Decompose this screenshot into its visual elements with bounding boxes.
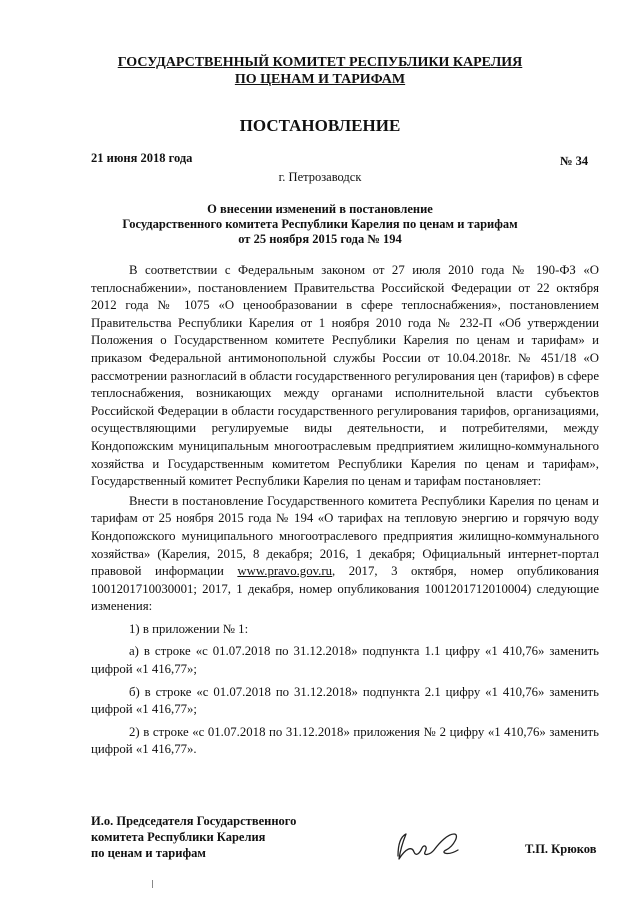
document-number: № 34 bbox=[560, 154, 589, 168]
decree-text-end: , 2017, 3 октября, номер опубликования 1001201710030001; 2017, 1 декабря, номер опубликования 1001201712010004) следующие изменения: bbox=[91, 564, 599, 614]
preamble-paragraph: В соответствии с Федеральным законом от 27 июля 2010 года № 190-ФЗ «О теплоснабжении», постановлением Правительства Российской Федерации от 22 октября 2012 года № 1075 «О ценообразовании в сфере теплоснабжения», постановлением Правительства Республики Карелия от 1 ноября 2010 года № 232-П «Об утверждении Положения о Государственном комитете Республики Карелия по ценам и тарифам» и приказом Федеральной антимонопольной службы России от 10.04.2018г. № 451/18 «О рассмотрении разногласий в области государственного регулирования цен (тарифов) в сфере теплоснабжения, возникающих между органами исполнительной власти субъектов Российской Федерации в области государственного регулирования тарифов, организациями, осуществляющими регулируемые виды деятельности, и потребителями, между Кондопожским муниципальным многоотраслевым предприятием жилищно-коммунального хозяйства и Государственным комитетом Республики Карелия по ценам и тарифам», Государственный комитет Республики Карелия по ценам и тарифам постановляет: bbox=[91, 263, 599, 489]
item-1a: а) в строке «с 01.07.2018 по 31.12.2018» подпункта 1.1 цифру «1 410,76» заменить цифрой «1 416,77»; bbox=[91, 644, 599, 677]
document-title: ПОСТАНОВЛЕНИЕ bbox=[239, 116, 401, 135]
org-name-line1: ГОСУДАРСТВЕННЫЙ КОМИТЕТ РЕСПУБЛИКИ КАРЕЛИЯ bbox=[117, 55, 523, 70]
signatory-line2: комитета Республики Карелия bbox=[91, 830, 266, 844]
item-2: 2) в строке «с 01.07.2018 по 31.12.2018» приложения № 2 цифру «1 410,76» заменить цифрой «1 416,77». bbox=[91, 724, 599, 757]
document-subject-line3: от 25 ноября 2015 года № 194 bbox=[238, 232, 402, 246]
signatory-line1: И.о. Председателя Государственного bbox=[91, 814, 297, 828]
document-subject-line1: О внесении изменений в постановление bbox=[207, 202, 433, 216]
document-body bbox=[91, 262, 599, 759]
page-mark bbox=[152, 880, 153, 888]
handwritten-signature bbox=[392, 826, 472, 866]
document-date: 21 июня 2018 года bbox=[91, 151, 193, 165]
signatory-line3: по ценам и тарифам bbox=[91, 846, 206, 860]
decree-text-start: Внести в постановление Государственного комитета Республики Карелия по ценам и тарифам от 25 ноября 2015 года № 194 «О тарифах на тепловую энергию и горячую воду Кондопожского муниципального многоотраслевого предприятия жилищно-коммунального хозяйства» (Карелия, 2015, 8 декабря; 2016, 1 декабря; Официальный интернет-портал правовой информации bbox=[91, 493, 599, 579]
signatory-name: Т.П. Крюков bbox=[525, 842, 597, 856]
decree-paragraph bbox=[91, 493, 599, 616]
org-name-line2: ПО ЦЕНАМ И ТАРИФАМ bbox=[234, 72, 406, 87]
signatory-position bbox=[91, 813, 296, 861]
item-1: 1) в приложении № 1: bbox=[129, 621, 249, 636]
pravo-portal-link[interactable]: www.pravo.gov.ru bbox=[237, 564, 333, 579]
item-1b: б) в строке «с 01.07.2018 по 31.12.2018» подпункта 2.1 цифру «1 410,76» заменить цифрой «1 416,77»; bbox=[91, 684, 599, 717]
document-subject-line2: Государственного комитета Республики Карелия по ценам и тарифам bbox=[122, 217, 518, 231]
document-city: г. Петрозаводск bbox=[278, 170, 362, 184]
